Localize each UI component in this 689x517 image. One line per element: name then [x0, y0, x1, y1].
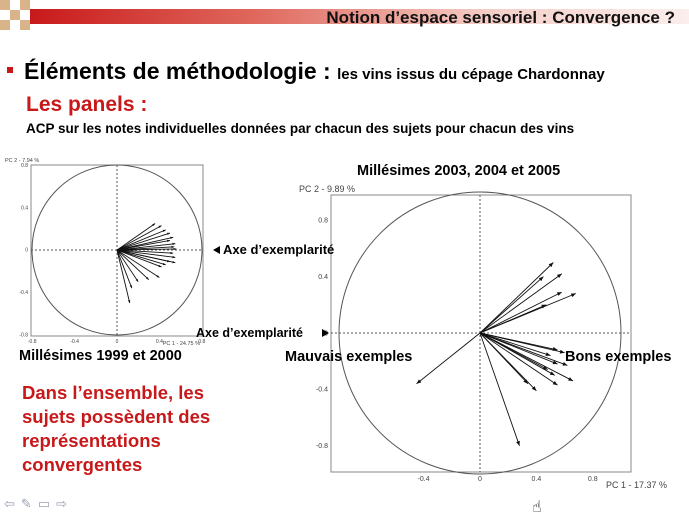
x-tick-label: 0.8	[198, 339, 206, 345]
y-tick-label: 0.8	[318, 217, 328, 225]
vector-arrowhead	[516, 441, 520, 446]
loading-vector	[480, 333, 555, 375]
vector-arrowhead	[163, 230, 166, 232]
y-tick-label: -0.8	[315, 443, 328, 451]
vector-arrowhead	[159, 265, 162, 267]
left-axis-label: Axe d’exemplarité	[223, 242, 335, 257]
left-plot-caption: Millésimes 1999 et 2000	[19, 348, 182, 364]
vector-arrowhead	[571, 293, 576, 297]
vector-arrowhead	[171, 246, 174, 248]
good-examples-label: Bons exemples	[565, 349, 672, 365]
right-pc2-label: PC 2 - 9.89 %	[299, 184, 356, 194]
left-pc2-label: PC 2 - 7.94 %	[5, 158, 40, 164]
x-tick-label: -0.8	[27, 339, 37, 345]
slide-title: Notion d’espace sensoriel : Convergence ?	[326, 8, 675, 27]
pen-icon[interactable]: ✎	[20, 496, 38, 511]
right-pc1-label: PC 1 - 17.37 %	[605, 480, 667, 490]
vector-arrowhead	[553, 381, 558, 385]
x-tick-label: 0	[115, 339, 119, 345]
slide-icon[interactable]: ▭	[37, 496, 57, 511]
conclusion-line: sujets possèdent des	[22, 406, 211, 427]
y-tick-label: 0.4	[318, 273, 328, 281]
conclusion-line: représentations	[22, 430, 161, 451]
y-tick-label: 0	[25, 247, 28, 254]
y-tick-label: 0.8	[21, 162, 28, 169]
y-tick-label: -0.4	[315, 386, 328, 394]
section-subtitle: ACP sur les notes individuelles données par chacun des sujets pour chacun des vins	[26, 121, 575, 136]
x-tick-label: 0	[478, 476, 482, 483]
x-tick-label: -0.4	[70, 339, 79, 345]
y-tick-label: -0.8	[19, 332, 28, 339]
vector-arrowhead	[167, 233, 170, 235]
conclusion-line: convergentes	[22, 454, 143, 475]
left-pc1-label: PC 1 - 24.75 %	[162, 341, 200, 347]
conclusion-text	[22, 381, 210, 477]
x-tick-label: -0.4	[417, 476, 430, 483]
vector-arrowhead	[557, 274, 562, 278]
vector-arrowhead	[130, 285, 132, 288]
loading-vector	[480, 292, 562, 333]
main-heading-small: les vins issus du cépage Chardonnay	[337, 66, 605, 83]
arrow-left-icon[interactable]: ⇦	[4, 496, 21, 511]
vector-arrowhead	[170, 252, 173, 254]
left-vectors	[117, 224, 176, 304]
y-tick-label: 0.4	[21, 205, 28, 212]
loading-vector	[417, 333, 480, 384]
right-axis-label: Axe d’exemplarité	[196, 326, 303, 340]
arrow-right-icon[interactable]: ⇨	[56, 496, 74, 511]
loading-vector	[480, 263, 553, 334]
loading-vector	[117, 250, 130, 303]
bad-examples-label: Mauvais exemples	[285, 349, 413, 365]
section-title: Les panels :	[26, 93, 148, 116]
conclusion-line: Dans l’ensemble, les	[22, 382, 205, 403]
hand-cursor-icon: ☝	[532, 499, 542, 516]
slide-nav	[4, 496, 73, 512]
x-tick-label: 0.8	[587, 476, 598, 483]
y-tick-label: -0.4	[19, 290, 28, 297]
right-pca-plot	[299, 184, 667, 490]
left-axis-arrow-icon	[213, 246, 220, 254]
main-heading-text: Éléments de méthodologie :	[24, 58, 331, 84]
x-tick-label: 0.4	[531, 476, 542, 483]
vector-arrowhead	[546, 352, 551, 356]
right-plot-caption: Millésimes 2003, 2004 et 2005	[357, 163, 561, 179]
vector-arrowhead	[163, 263, 166, 265]
loading-vector	[480, 274, 562, 333]
right-vectors	[417, 263, 576, 446]
x-tick-label: 0.4	[155, 339, 163, 345]
left-pca-plot	[5, 158, 220, 347]
loading-vector	[480, 277, 543, 333]
